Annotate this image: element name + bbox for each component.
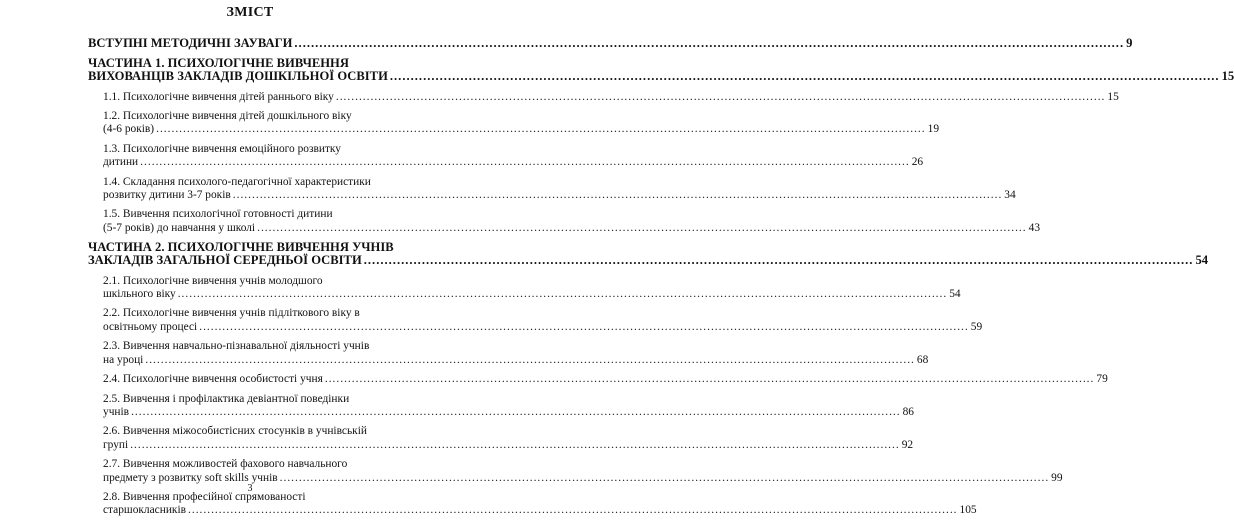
dot-leader: ........................................................................................................................................................................................................	[188, 504, 958, 517]
toc-entry-text: 2.3. Вивчення навчально-пізнавальної діяльності учнів	[103, 340, 370, 353]
toc-entry-text: 1.4. Складання психолого-педагогічної характеристики	[103, 175, 371, 188]
toc-entry	[88, 208, 1041, 235]
toc-entry-last-line	[88, 253, 1209, 268]
toc-entry-text: розвитку дитини 3-7 років	[103, 189, 231, 202]
toc-entry-text: 1.3. Психологічне вивчення емоційного розвитку	[103, 142, 341, 155]
toc-entry-text: дитини	[103, 156, 139, 169]
toc-entry	[88, 425, 914, 452]
toc-entry-last-line	[103, 90, 1119, 104]
dot-leader: ........................................................................................................................................................................................................	[389, 69, 1220, 84]
dot-leader: ........................................................................................................................................................................................................	[324, 373, 1095, 386]
toc-entry	[88, 307, 983, 334]
toc-entry-last-line	[103, 288, 961, 301]
toc-entry-text: 2.8. Вивчення професійної спрямованості	[103, 490, 306, 503]
toc-page-number: 19	[927, 123, 940, 136]
toc-entry-text: 2.7. Вивчення можливостей фахового навчального	[103, 458, 348, 471]
toc-entry	[88, 340, 929, 367]
page-title: ЗМІСТ	[226, 5, 274, 20]
toc-entry-text: 2.1. Психологічне вивчення учнів молодшого	[103, 274, 323, 287]
toc-entry-text: 2.4. Психологічне вивчення особистості учня	[103, 373, 323, 386]
toc-entry-text: 1.2. Психологічне вивчення дітей дошкільного віку	[103, 110, 352, 123]
toc-entry-text: шкільного віку	[103, 288, 176, 301]
toc-page-number: 105	[959, 504, 977, 517]
toc-entry-last-line	[103, 320, 983, 334]
dot-leader: ........................................................................................................................................................................................................	[130, 438, 900, 451]
toc-entry-text: освітньому процесі	[103, 320, 198, 333]
toc-entry-last-line	[88, 36, 1133, 50]
toc-entry-text: (4-6 років)	[103, 123, 155, 136]
toc-entry	[88, 240, 1209, 268]
dot-leader: ........................................................................................................................................................................................................	[177, 288, 948, 301]
toc-page-number: 99	[1051, 471, 1063, 484]
toc-entry-last-line	[103, 405, 914, 419]
toc-entry-text: ЧАСТИНА 1. ПСИХОЛОГІЧНЕ ВИВЧЕННЯ	[88, 56, 349, 71]
toc-page-number: 34	[1004, 189, 1016, 202]
toc-entry	[88, 36, 1133, 50]
toc-entry	[88, 458, 1063, 485]
toc-entry-text: 1.1. Психологічне вивчення дітей раннього віку	[103, 90, 334, 103]
toc-entry-text: учнів	[103, 405, 130, 418]
toc-entry	[88, 274, 961, 302]
toc-entry-text: старшокласників	[103, 504, 186, 517]
dot-leader: ........................................................................................................................................................................................................	[140, 156, 910, 169]
toc-page-number: 15	[1221, 69, 1234, 84]
toc-entry-last-line	[103, 373, 1108, 386]
dot-leader: ........................................................................................................................................................................................................	[145, 353, 915, 366]
toc-entry	[88, 175, 1016, 203]
dot-leader: ........................................................................................................................................................................................................	[257, 221, 1027, 234]
toc-entry	[88, 490, 977, 518]
toc-entry	[88, 56, 1234, 84]
toc-entry-text: 1.5. Вивчення психологічної готовності дитини	[103, 208, 333, 221]
dot-leader: ........................................................................................................................................................................................................	[363, 253, 1194, 268]
toc-page-number: 54	[1195, 253, 1209, 268]
toc-entry-last-line	[103, 221, 1041, 235]
toc-page-number: 9	[1126, 36, 1133, 50]
toc-entry-text: предмету з розвитку soft skills учнів	[103, 471, 278, 484]
toc-entry-text: ВСТУПНІ МЕТОДИЧНІ ЗАУВАГИ	[88, 36, 293, 50]
dot-leader: ........................................................................................................................................................................................................	[131, 405, 901, 418]
toc-entry-last-line	[103, 123, 940, 136]
dot-leader: ........................................................................................................................................................................................................	[156, 123, 926, 136]
toc-page-number: 54	[949, 288, 961, 301]
toc-entry-text: групі	[103, 438, 129, 451]
toc-page-number: 26	[911, 156, 924, 169]
toc-entry-text: (5-7 років) до навчання у школі	[103, 221, 256, 234]
toc-page-number: 15	[1107, 90, 1119, 103]
toc-entry	[88, 90, 1119, 104]
toc-entry-last-line	[88, 69, 1234, 84]
toc-entry	[88, 142, 924, 170]
toc-entry-text: ЗАКЛАДІВ ЗАГАЛЬНОЇ СЕРЕДНЬОЇ ОСВІТИ	[88, 253, 362, 268]
toc-entry-last-line	[103, 438, 914, 452]
dot-leader: ........................................................................................................................................................................................................	[294, 36, 1125, 50]
toc-entry	[88, 373, 1108, 386]
toc-page-number: 43	[1028, 221, 1041, 234]
toc-entry	[88, 110, 940, 137]
toc-entry-text: 2.5. Вивчення і профілактика девіантної поведінки	[103, 392, 350, 405]
dot-leader: ........................................................................................................................................................................................................	[335, 90, 1106, 103]
toc-entry	[88, 392, 914, 420]
toc-page-number: 59	[970, 320, 983, 333]
toc-page-number: 86	[902, 405, 914, 418]
toc-entry-text: ЧАСТИНА 2. ПСИХОЛОГІЧНЕ ВИВЧЕННЯ УЧНІВ	[88, 240, 394, 255]
table-of-contents	[88, 36, 1234, 524]
toc-entry-last-line	[103, 189, 1016, 202]
dot-leader: ........................................................................................................................................................................................................	[279, 471, 1050, 484]
toc-entry-text: на уроці	[103, 353, 144, 366]
toc-entry-last-line	[103, 156, 924, 169]
dot-leader: ........................................................................................................................................................................................................	[232, 189, 1003, 202]
toc-page-number: 79	[1096, 373, 1108, 386]
page-number: 3	[247, 483, 253, 494]
toc-entry-last-line	[103, 353, 929, 367]
toc-entry-text: 2.6. Вивчення міжособистісних стосунків в учнівській	[103, 425, 367, 438]
toc-entry-last-line	[103, 504, 977, 517]
dot-leader: ........................................................................................................................................................................................................	[199, 320, 969, 333]
toc-entry-text: 2.2. Психологічне вивчення учнів підліткового віку в	[103, 307, 360, 320]
toc-entry-text: ВИХОВАНЦІВ ЗАКЛАДІВ ДОШКІЛЬНОЇ ОСВІТИ	[88, 69, 388, 84]
toc-page-number: 68	[916, 353, 929, 366]
toc-page-number: 92	[901, 438, 914, 451]
